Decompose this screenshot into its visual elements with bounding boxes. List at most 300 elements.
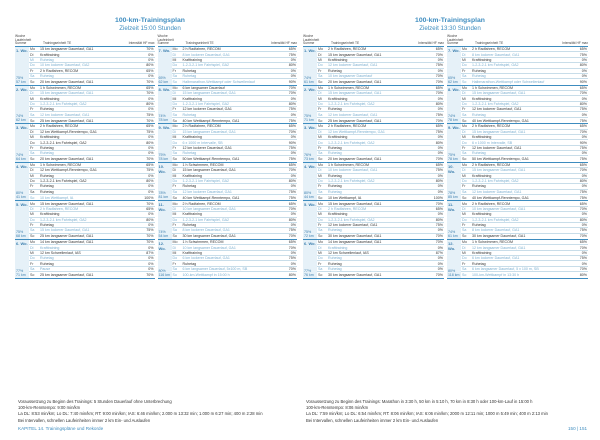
day-session: Ruhetag (40, 107, 54, 112)
day-name: Di (172, 52, 176, 57)
week-number: 6. Wo. (16, 240, 28, 246)
day-intensity: 90% (288, 79, 296, 84)
day-name: Mi (462, 250, 466, 255)
day-intensity: 0% (148, 212, 154, 217)
day-session: Ruhetag (40, 256, 54, 261)
day-session: Krafttraining (182, 135, 202, 140)
week-intensity: 80% (304, 191, 312, 196)
day-intensity: 75% (288, 52, 296, 57)
week-summary (159, 230, 171, 238)
day-intensity: 0% (148, 74, 154, 79)
day-session: 12 km langsamer Dauerlauf, GA1 (472, 245, 526, 250)
day-session: Krafttraining (472, 173, 492, 178)
table-header (158, 36, 298, 47)
day-name: Mi (172, 173, 177, 178)
day-name: Fr (318, 223, 322, 228)
day-name: Mi (30, 96, 34, 101)
week-intensity: 74% (16, 152, 24, 157)
day-session: 1-2-3-2-1 km Fahrtspiel, GA2 (40, 217, 87, 222)
day-session: 10 km langsamer Dauerlauf, GA1 (182, 206, 236, 211)
day-session: Krafttraining (182, 212, 202, 217)
day-name: Sa (172, 189, 177, 194)
day-intensity: 90% (288, 140, 296, 145)
week-label (447, 240, 461, 278)
day-intensity: 75% (579, 195, 587, 200)
week-distance: 41 km (16, 195, 26, 200)
week-block (447, 86, 588, 125)
day-session: Halbmarathon-Wettkampf oder Schwellenlauf (182, 79, 255, 84)
day-intensity: 70% (579, 267, 587, 272)
week-intensity: 75% (304, 114, 312, 119)
day-name: Fr (462, 261, 466, 266)
day-session: 10 km Wettkampf, IA (40, 195, 74, 200)
day-name: Di (172, 129, 176, 134)
day-session: 12 km lockerer Dauerlauf, GA1 (182, 107, 232, 112)
week-intensity: 75% (448, 152, 456, 157)
week-label (303, 86, 317, 124)
day-intensity: 70% (579, 245, 587, 250)
day-name: So (172, 272, 177, 277)
day-name: Mo (318, 85, 323, 90)
day-intensity: 0% (437, 151, 443, 156)
week-label (303, 124, 317, 162)
day-name: Mo (30, 240, 35, 245)
day-session: 8 km lockerer Dauerlauf, GA1 (182, 228, 230, 233)
day-intensity: 65% (288, 240, 296, 245)
day-intensity: 75% (579, 118, 587, 123)
week-intensity: 75% (16, 75, 24, 80)
day-session: 10 km langsamer Dauerlauf (328, 74, 373, 79)
day-name: Sa (30, 267, 35, 272)
week-days (317, 86, 444, 124)
day-row (461, 156, 588, 161)
day-intensity: 80% (146, 179, 154, 184)
day-session: 40 km Wettkampf-Renntempo, GA1 (472, 195, 529, 200)
day-intensity: 0% (290, 112, 296, 117)
day-name: Mo (172, 85, 178, 90)
day-name: Sa (30, 228, 35, 233)
week-days (172, 124, 298, 162)
day-intensity: 80% (288, 217, 296, 222)
day-session: 2 h Radfahren, RECOM (472, 162, 511, 167)
day-name: So (30, 118, 35, 123)
day-intensity: 70% (435, 118, 443, 123)
day-intensity: 75% (579, 157, 587, 162)
day-name: Sa (318, 189, 323, 194)
week-days (29, 240, 155, 278)
day-session: Ruhetag (40, 151, 54, 156)
day-intensity: 80% (146, 217, 154, 222)
day-name: Mi (172, 212, 177, 217)
day-name: Sa (30, 74, 35, 79)
day-name: Mi (462, 96, 466, 101)
day-intensity: 80% (579, 63, 587, 68)
day-session: Krafttraining (40, 135, 60, 140)
day-intensity: 75% (288, 118, 296, 123)
week-intensity: 75% (16, 229, 24, 234)
footnote (18, 399, 288, 424)
day-intensity: 0% (148, 151, 154, 156)
day-intensity: 0% (581, 112, 587, 117)
week-number: 10. Wo. (448, 163, 456, 174)
week-days (317, 47, 444, 85)
day-intensity: 70% (288, 85, 296, 90)
day-session: 20 km langsamer Dauerlauf, GA1 (40, 79, 94, 84)
week-distance: 44 km (304, 195, 314, 200)
day-intensity: 100% (144, 195, 154, 200)
day-name: Fr (30, 68, 34, 73)
footnote-line: 100-km-Renntempo: 9:00 min/km (18, 405, 81, 411)
week-summary (16, 230, 28, 238)
day-session: 1-2-3-2-1 km Fahrtspiel, GA2 (182, 101, 230, 106)
footnote-line: Bei Intervallen, schnellen Laufeinheiten immer 2 km Ein- und Auslaufen (306, 417, 439, 423)
week-intensity: 77% (16, 268, 24, 273)
day-row (29, 234, 155, 239)
header-intensity: Intensität HF max (128, 41, 155, 46)
day-session: 15 km langsamer Dauerlauf, GA1 (40, 47, 94, 52)
day-intensity: 70% (435, 74, 443, 79)
day-name: Do (462, 140, 467, 145)
day-intensity: 65% (288, 201, 296, 206)
day-name: So (172, 234, 177, 239)
day-session: 10 km langsamer Dauerlauf, GA1 (182, 245, 236, 250)
day-name: Di (318, 52, 322, 57)
day-name: Mo (172, 201, 178, 206)
week-distance: 64 km (16, 156, 26, 161)
day-name: Sa (462, 189, 467, 194)
day-intensity: 0% (290, 250, 296, 255)
day-name: Sa (30, 112, 35, 117)
week-summary (448, 153, 460, 161)
day-intensity: 70% (579, 234, 587, 239)
week-column (158, 36, 298, 279)
day-intensity: 70% (288, 267, 296, 272)
week-number: 7. Wo. (158, 48, 171, 53)
day-session: Ruhetag (472, 184, 486, 189)
day-session: 1-2-3-2-1 km Fahrtspiel, GA2 (40, 101, 87, 106)
day-name: Sa (30, 189, 35, 194)
day-intensity: 75% (146, 168, 154, 173)
day-session: 30 km langsamer Dauerlauf, GA1 (328, 234, 382, 239)
day-intensity: 0% (290, 261, 296, 266)
day-intensity: 65% (579, 85, 587, 90)
week-summary (16, 191, 28, 199)
day-intensity: 0% (581, 68, 587, 73)
week-distance: 78 km (158, 118, 169, 123)
week-summary (304, 191, 316, 199)
day-name: Mi (172, 135, 177, 140)
day-row (317, 195, 444, 200)
day-name: Fr (318, 68, 322, 73)
day-intensity: 0% (290, 223, 296, 228)
footnote-line: La DL: 8:53 min/km; Lo DL: 7:40 min/km; RT: 9:00 min/km; IAS: 6:46 min/km; 2.000 m 13:32 min; 1.000 m 6:27 min; 400 m 2:28 min (18, 411, 263, 417)
day-name: Sa (318, 112, 323, 117)
day-row (317, 156, 444, 161)
day-name: Mo (462, 47, 467, 52)
day-intensity: 70% (435, 234, 443, 239)
day-intensity: 75% (288, 157, 296, 162)
day-intensity: 80% (146, 101, 154, 106)
day-session: Ruhetag (40, 57, 54, 62)
day-intensity: 0% (148, 52, 154, 57)
day-session: 1 h Schwimmen, RECOM (40, 162, 81, 167)
day-session: Ruhetag (472, 68, 486, 73)
week-intensity: 74% (16, 114, 24, 119)
day-intensity: 0% (148, 107, 154, 112)
week-days (172, 163, 298, 201)
day-intensity: 75% (288, 189, 296, 194)
day-row (29, 156, 155, 161)
day-session: 12 km Schwellenlauf, IAS (40, 250, 81, 255)
day-name: Mo (172, 240, 178, 245)
week-number: 11. Wo. (448, 202, 456, 213)
day-row (172, 234, 298, 239)
day-intensity: 0% (437, 173, 443, 178)
day-row (29, 118, 155, 123)
day-intensity: 75% (146, 112, 154, 117)
week-intensity: 74% (304, 75, 312, 80)
day-session: Ruhetag (40, 189, 54, 194)
day-intensity: 70% (146, 91, 154, 96)
day-name: Mo (462, 201, 467, 206)
week-distance: 57 km (16, 79, 26, 84)
day-name: Fr (172, 223, 176, 228)
chapter-label: KAPITEL 14. Trainingspläne und Rekorde (18, 426, 104, 431)
day-session: Ruhetag (182, 261, 197, 266)
week-block (158, 240, 298, 279)
day-name: Mi (30, 57, 34, 62)
day-intensity: 0% (148, 256, 154, 261)
week-distance: 118 km (448, 272, 460, 277)
day-session: 30 km langsamer Dauerlauf, GA1 (182, 234, 236, 239)
table-header (15, 36, 155, 47)
day-intensity: 65% (435, 85, 443, 90)
day-intensity: 0% (148, 135, 154, 140)
day-name: Fr (172, 184, 176, 189)
day-name: Fr (462, 184, 466, 189)
week-distance: 61 km (304, 79, 314, 84)
day-name: Do (462, 179, 467, 184)
day-name: Sa (462, 228, 467, 233)
week-label (15, 201, 29, 239)
day-row (317, 118, 444, 123)
week-number: 5. Wo. (304, 202, 316, 208)
day-intensity: 65% (146, 85, 154, 90)
day-name: Do (172, 101, 178, 106)
day-intensity: 70% (146, 240, 154, 245)
week-summary (304, 230, 316, 238)
week-block (15, 124, 155, 163)
day-intensity: 75% (288, 228, 296, 233)
header-intensity: Intensität HF max (271, 41, 297, 46)
day-intensity: 90% (579, 79, 587, 84)
day-intensity: 0% (437, 184, 443, 189)
day-name: So (462, 118, 467, 123)
day-session: 8 km lockerer Dauerlauf, GA1 (472, 52, 520, 57)
day-name: Sa (172, 112, 177, 117)
day-intensity: 0% (581, 250, 587, 255)
day-name: Sa (30, 151, 35, 156)
day-session: Krafttraining (328, 96, 348, 101)
day-session: Krafttraining (328, 135, 348, 140)
day-intensity: 0% (581, 261, 587, 266)
day-name: So (318, 157, 323, 162)
day-name: Mo (318, 124, 323, 129)
day-name: Mi (462, 135, 466, 140)
week-days (317, 201, 444, 239)
day-name: Mo (462, 85, 467, 90)
day-intensity: 0% (290, 74, 296, 79)
week-intensity: 78% (448, 191, 456, 196)
day-name: Di (30, 245, 34, 250)
week-label (158, 124, 172, 162)
day-row (172, 79, 298, 84)
day-row (172, 118, 298, 123)
day-intensity: 100% (433, 195, 443, 200)
header-unit: Trainingseinheit TE (185, 41, 214, 46)
day-name: So (172, 79, 177, 84)
day-session: Ruhetag (328, 228, 342, 233)
day-session: 1 h Schwimmen, RECOM (182, 240, 224, 245)
day-session: 10 km lockerer Dauerlauf, GA2 (40, 63, 90, 68)
day-session: Ruhetag (328, 184, 342, 189)
day-intensity: 75% (435, 112, 443, 117)
day-session: 25 km langsamer Dauerlauf, GA1 (40, 118, 94, 123)
week-distance: 62 km (158, 79, 169, 84)
week-distance: 72 km (304, 233, 314, 238)
week-intensity: 74% (448, 229, 456, 234)
day-row (29, 195, 155, 200)
day-intensity: 65% (435, 124, 443, 129)
day-row (461, 272, 588, 277)
day-name: Di (462, 52, 466, 57)
day-session: 1-2-3-2-1 km Fahrtspiel, GA2 (40, 140, 87, 145)
day-name: Di (172, 206, 176, 211)
day-intensity: 70% (435, 240, 443, 245)
day-name: Di (318, 91, 322, 96)
plan-title: 100-km-Trainingsplan (115, 17, 185, 24)
day-intensity: 70% (579, 168, 587, 173)
day-name: Mo (172, 124, 178, 129)
day-session: 6 km langsamer Dauerlauf, 5x100 m, SB (182, 267, 248, 272)
day-name: Mo (30, 85, 35, 90)
week-label (158, 163, 172, 201)
day-name: Fr (462, 68, 466, 73)
day-name: Mi (462, 212, 466, 217)
day-name: Di (318, 129, 322, 134)
day-intensity: 0% (290, 184, 296, 189)
plan-subtitle: Zielzeit 15:00 Stunden (119, 25, 181, 32)
day-session: Ruhetag (182, 68, 197, 73)
day-name: Mo (30, 201, 35, 206)
week-number: 8. Wo. (158, 86, 171, 92)
day-session: Ruhetag (182, 112, 197, 117)
day-intensity: 0% (437, 245, 443, 250)
day-intensity: 75% (288, 145, 296, 150)
week-label (447, 86, 461, 124)
day-name: Di (172, 168, 176, 173)
day-session: Krafttraining (182, 96, 202, 101)
day-session: 1 h Schwimmen, RECOM (182, 162, 224, 167)
day-intensity: 0% (290, 135, 296, 140)
week-distance: 78 km (448, 118, 458, 123)
day-session: 10 km lockerer Dauerlauf, GA1 (328, 168, 378, 173)
week-label (15, 86, 29, 124)
day-session: Ruhetag (40, 223, 54, 228)
week-days (461, 86, 588, 124)
day-name: Sa (172, 228, 177, 233)
day-name: Fr (172, 261, 176, 266)
day-name: Do (172, 179, 178, 184)
week-days (461, 201, 588, 239)
week-distance: 76 km (304, 272, 314, 277)
week-distance: 85 km (448, 195, 458, 200)
week-label (15, 124, 29, 162)
day-intensity: 65% (435, 162, 443, 167)
day-name: So (318, 79, 323, 84)
day-intensity: 0% (437, 57, 443, 62)
day-intensity: 0% (437, 189, 443, 194)
week-label (158, 240, 172, 278)
day-session: 15 km langsamer Dauerlauf, GA1 (182, 129, 236, 134)
day-session: 40 km Wettkampf-Renntempo, GA1 (182, 118, 240, 123)
week-intensity: 77% (304, 268, 312, 273)
day-session: 1-2-3-2-1 km Fahrtspiel, GA2 (328, 217, 375, 222)
day-name: Do (462, 63, 467, 68)
day-session: 12 km lockerer Dauerlauf, GA1 (182, 145, 232, 150)
day-intensity: 70% (288, 245, 296, 250)
day-name: Fr (30, 261, 34, 266)
week-block (303, 86, 444, 125)
week-block (15, 163, 155, 202)
day-name: Sa (172, 267, 177, 272)
day-session: 8 km lockerer Dauerlauf, GA1 (182, 52, 230, 57)
day-session: 15 km langsamer Dauerlauf, GA1 (472, 129, 526, 134)
day-intensity: 75% (146, 129, 154, 134)
day-name: Fr (318, 184, 322, 189)
day-name: Di (30, 52, 34, 57)
day-name: Do (462, 217, 467, 222)
day-session: 12 km lockerer Dauerlauf, GA1 (472, 189, 522, 194)
day-session: 2 h Radfahren, RECOM (182, 201, 221, 206)
day-name: Mo (462, 124, 467, 129)
day-name: Di (462, 245, 466, 250)
day-session: Ruhetag (328, 267, 342, 272)
header-week: Woche Laufeinheit Summe (447, 34, 464, 46)
day-intensity: 65% (579, 162, 587, 167)
day-session: Ruhetag (472, 261, 486, 266)
plan-grid (303, 36, 588, 279)
day-name: Do (172, 140, 178, 145)
day-session: 20 km langsamer Dauerlauf, GA1 (328, 157, 382, 162)
week-distance: 62 km (448, 79, 458, 84)
day-session: 15 km lockerer Dauerlauf, GA1 (40, 228, 90, 233)
week-intensity: 80% (16, 191, 24, 196)
day-intensity: 0% (148, 189, 154, 194)
week-label (303, 201, 317, 239)
day-name: Mo (462, 162, 467, 167)
header-intensity: Intensität HF max (562, 41, 588, 46)
day-session: Krafttraining (472, 57, 492, 62)
week-block (158, 163, 298, 202)
day-intensity: 75% (579, 52, 587, 57)
day-session: 12 km Wettkampf-Renntempo, GA1 (40, 168, 97, 173)
day-session: 1 h Schwimmen, RECOM (472, 240, 513, 245)
day-session: 25 km langsamer Dauerlauf, GA1 (328, 118, 382, 123)
day-session: 40 km Wettkampf-Renntempo, GA1 (182, 195, 240, 200)
day-name: Mi (318, 96, 322, 101)
day-name: So (30, 195, 35, 200)
